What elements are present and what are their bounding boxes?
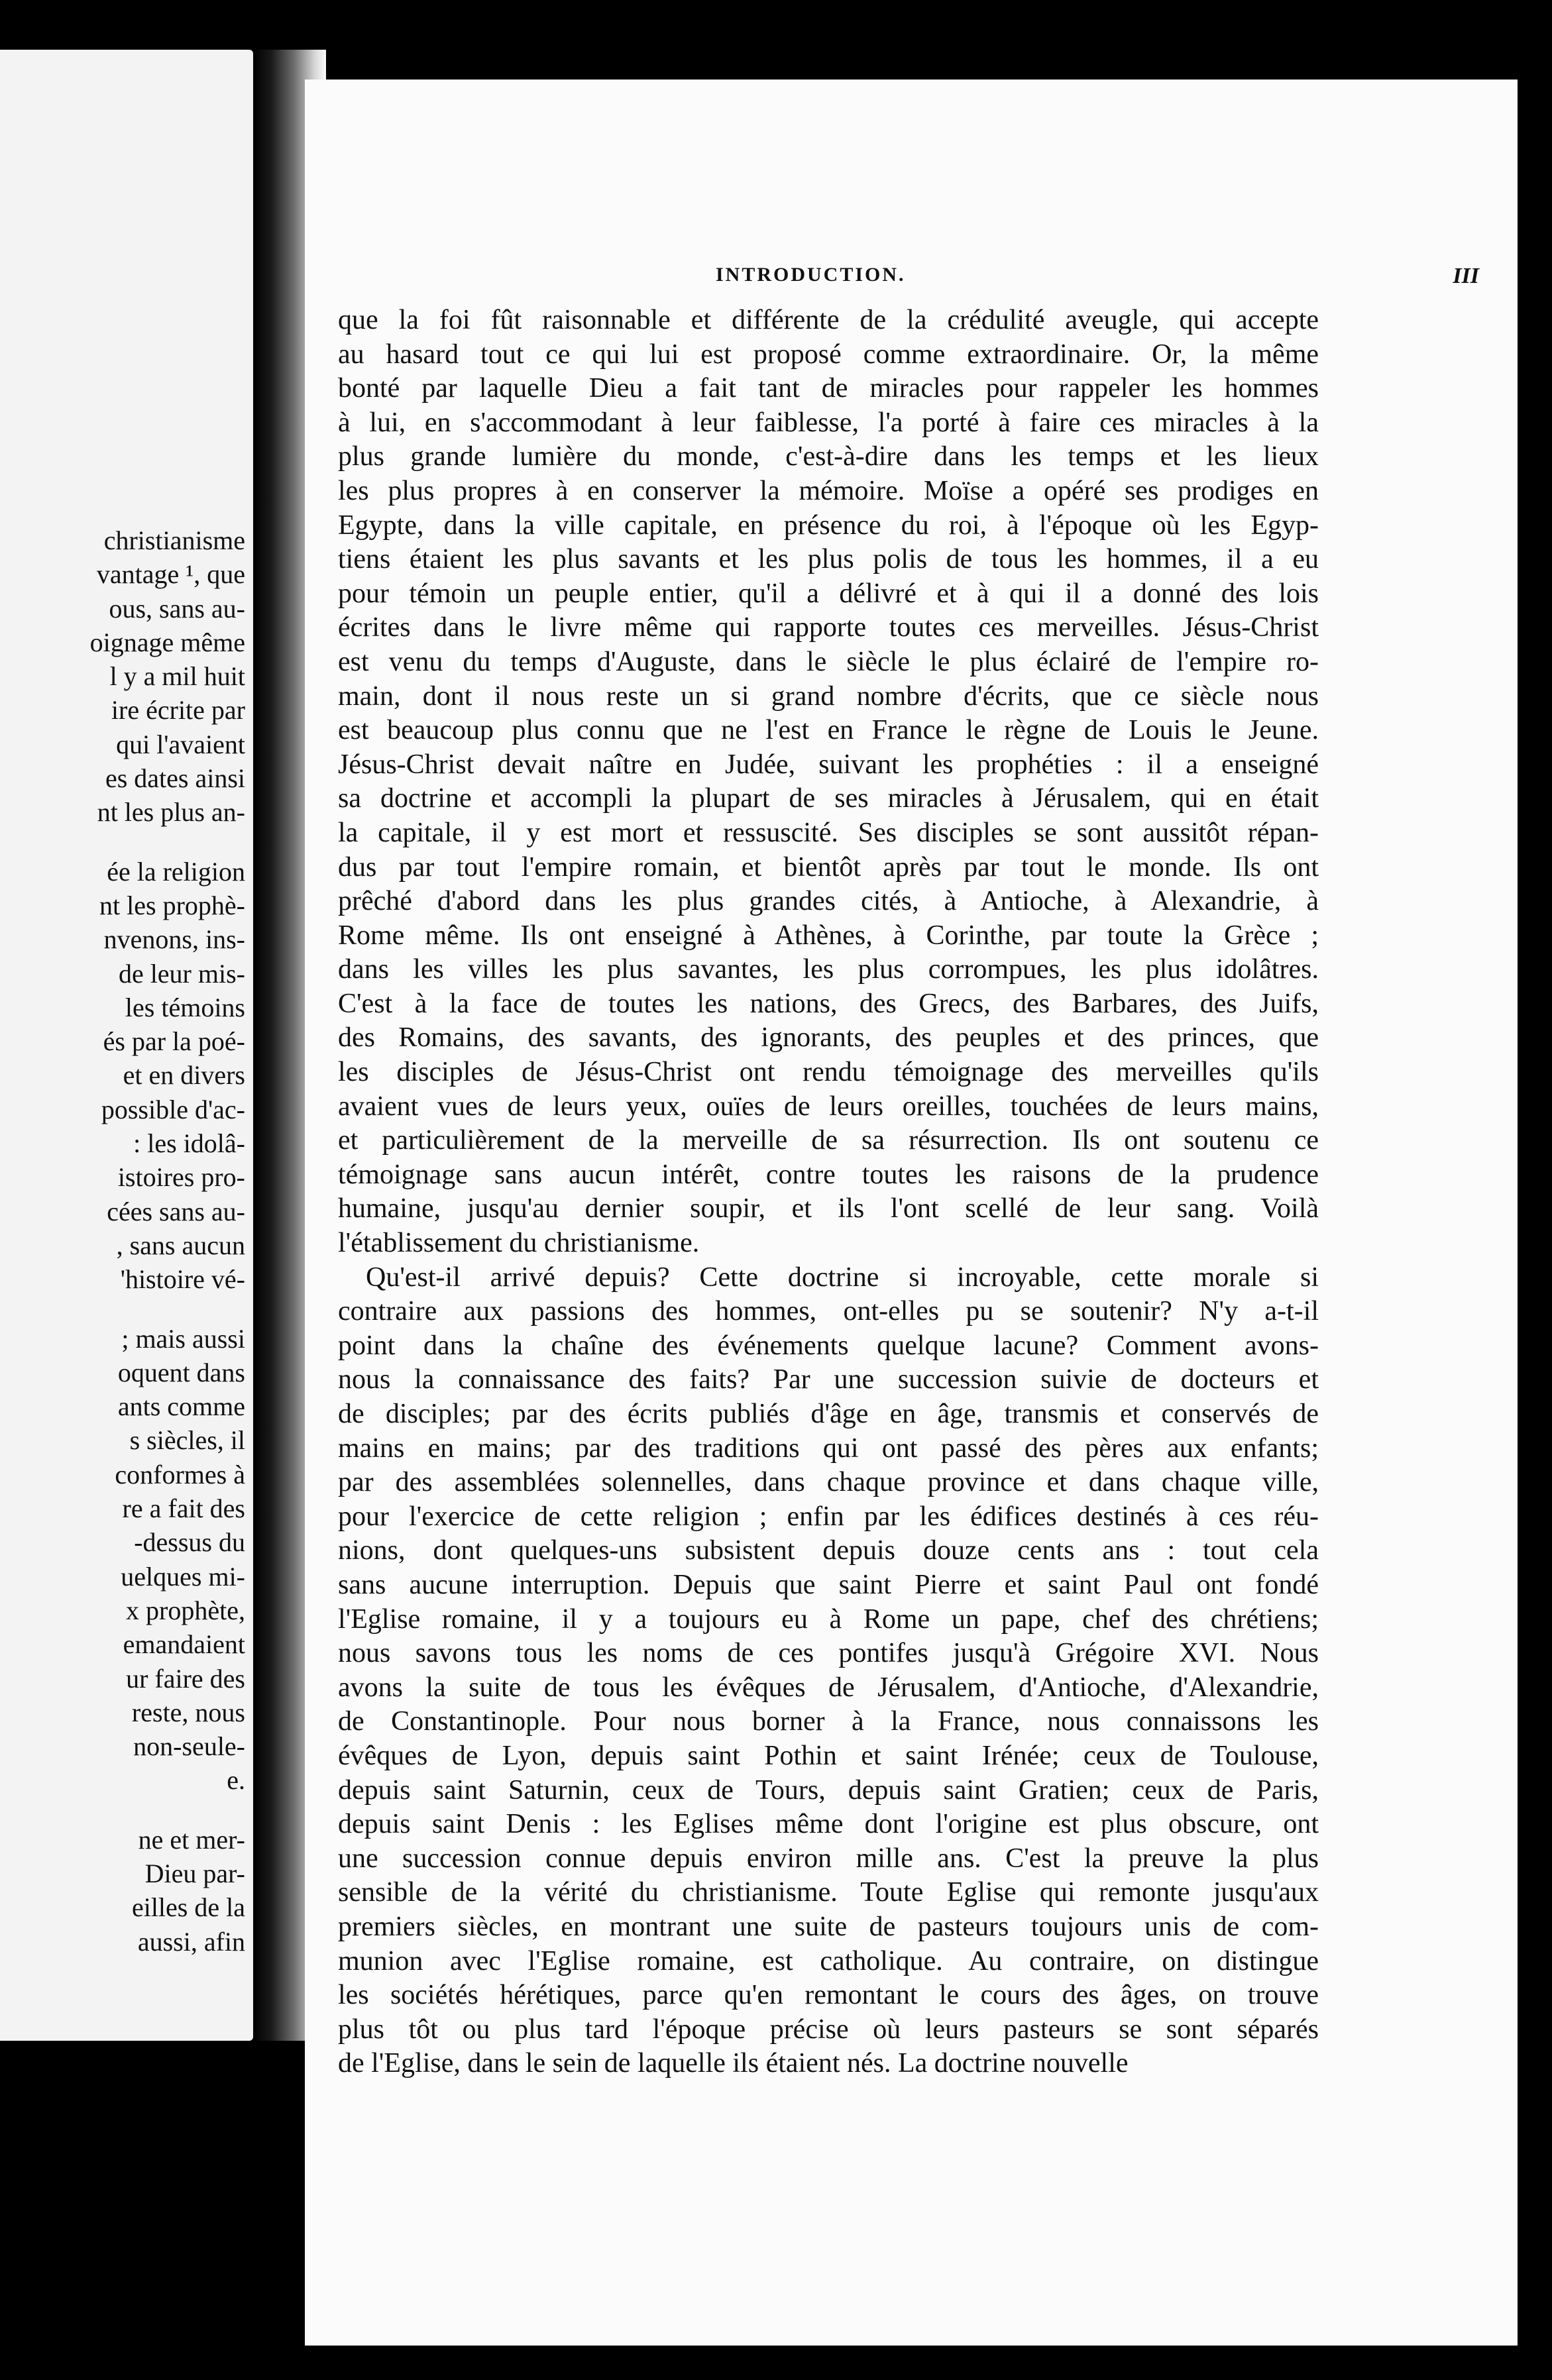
left-page-line: aussi, afin	[137, 1926, 245, 1957]
text-line: les sociétés hérétiques, parce qu'en remontant le cours des âges, on trouve	[338, 1980, 1319, 2011]
text-line: plus tôt ou plus tard l'époque précise où leurs pasteurs se sont séparés	[338, 2014, 1319, 2045]
left-page-line: reste, nous	[131, 1697, 245, 1727]
text-line: de disciples; par des écrits publiés d'âge en âge, transmis et conservés de	[338, 1399, 1319, 1429]
text-line: au hasard tout ce qui lui est proposé comme extraordinaire. Or, la même	[338, 339, 1319, 370]
text-line: humaine, jusqu'au dernier soupir, et ils l'ont scellé de leur sang. Voilà	[338, 1193, 1319, 1224]
text-line: dus par tout l'empire romain, et bientôt après par tout le monde. Ils ont	[338, 851, 1319, 883]
text-line: les disciples de Jésus-Christ ont rendu témoignage des merveilles qu'ils	[338, 1057, 1319, 1088]
text-line: Jésus-Christ devait naître en Judée, suivant les prophéties : il a enseigné	[338, 749, 1319, 780]
left-page-line: Dieu par-	[144, 1858, 245, 1888]
left-page-fragment	[0, 50, 253, 2041]
running-title: INTRODUCTION.	[716, 264, 906, 286]
text-line: nous la connaissance des faits? Par une succession suivie de docteurs et	[338, 1364, 1319, 1395]
text-line: plus grande lumière du monde, c'est-à-dire dans les temps et les lieux	[338, 441, 1319, 472]
text-line: évêques de Lyon, depuis saint Pothin et saint Irénée; ceux de Toulouse,	[338, 1740, 1319, 1771]
left-page-line: oignage même	[89, 627, 245, 657]
text-line: mains en mains; par des traditions qui ont passé des pères aux enfants;	[338, 1433, 1319, 1464]
running-head	[305, 264, 1518, 290]
left-page-line: non-seule-	[133, 1731, 245, 1762]
text-line: est beaucoup plus connu que ne l'est en France le règne de Louis le Jeune.	[338, 715, 1319, 746]
left-page-line: l y a mil huit	[109, 661, 245, 692]
left-page-line: , sans aucun	[116, 1230, 245, 1260]
left-page-line: s siècles, il	[129, 1425, 245, 1456]
left-page-line: 'histoire vé-	[120, 1264, 245, 1295]
left-page-line: ée la religion	[107, 856, 245, 887]
text-line: sa doctrine et accompli la plupart de ses miracles à Jérusalem, qui en était	[338, 783, 1319, 814]
left-page-line: les témoins	[125, 992, 245, 1022]
text-line: avaient vues de leurs yeux, ouïes de leurs oreilles, touchées de leurs mains,	[338, 1091, 1319, 1122]
text-line: sans aucune interruption. Depuis que saint Pierre et saint Paul ont fondé	[338, 1569, 1319, 1600]
left-page-line: possible d'ac-	[101, 1094, 245, 1124]
text-line: depuis saint Denis : les Eglises même dont l'origine est plus obscure, ont	[338, 1809, 1319, 1840]
left-page-line: nvenons, ins-	[103, 924, 245, 955]
text-line: par des assemblées solennelles, dans chaque province et dans chaque ville,	[338, 1467, 1319, 1498]
left-page-line: conformes à	[115, 1459, 245, 1489]
text-line: pour témoin un peuple entier, qu'il a délivré et à qui il a donné des lois	[338, 578, 1319, 609]
text-line: nions, dont quelques-uns subsistent depuis douze cents ans : tout cela	[338, 1535, 1319, 1566]
text-line: tiens étaient les plus savants et les plus polis de tous les hommes, il a eu	[338, 544, 1319, 575]
text-line: C'est à la face de toutes les nations, des Grecs, des Barbares, des Juifs,	[338, 988, 1319, 1019]
text-line: nous savons tous les noms de ces pontifes jusqu'à Grégoire XVI. Nous	[338, 1638, 1319, 1669]
left-page-line: es dates ainsi	[105, 763, 245, 794]
left-page-line: ; mais aussi	[121, 1323, 245, 1354]
left-page-line: cées sans au-	[107, 1196, 245, 1226]
left-page-line: nt les plus an-	[97, 797, 245, 828]
left-page-line: nt les prophè-	[99, 890, 245, 920]
text-line: pour l'exercice de cette religion ; enfin par les édifices destinés à ces réu-	[338, 1501, 1319, 1532]
left-page-line: ne et mer-	[138, 1824, 245, 1855]
text-line: des Romains, des savants, des ignorants, des peuples et des princes, que	[338, 1022, 1319, 1054]
left-page-line: et en divers	[123, 1060, 245, 1091]
text-line: depuis saint Saturnin, ceux de Tours, depuis saint Gratien; ceux de Paris,	[338, 1774, 1319, 1806]
left-page-line: vantage ¹, que	[96, 559, 245, 590]
text-line: de Constantinople. Pour nous borner à la France, nous connaissons les	[338, 1706, 1319, 1737]
left-page-text	[90, 523, 245, 1959]
left-page-line: és par la poé-	[103, 1026, 245, 1057]
left-page-line: christianisme	[103, 525, 245, 555]
text-line: est venu du temps d'Auguste, dans le siècle le plus éclairé de l'empire ro-	[338, 646, 1319, 677]
left-page-line: istoires pro-	[117, 1162, 245, 1193]
left-page-line: re a fait des	[122, 1493, 245, 1524]
left-page-line: ants comme	[117, 1391, 245, 1422]
text-line: bonté par laquelle Dieu a fait tant de miracles pour rappeler les hommes	[338, 373, 1319, 404]
body-text	[338, 303, 1319, 2081]
left-page-line: ous, sans au-	[109, 593, 245, 623]
left-page-line: de leur mis-	[118, 958, 245, 989]
left-page-line: qui l'avaient	[116, 729, 245, 759]
text-line: l'Eglise romaine, il y a toujours eu à Rome un pape, chef des chrétiens;	[338, 1603, 1319, 1635]
text-line: premiers siècles, en montrant une suite de pasteurs toujours unis de com-	[338, 1911, 1319, 1942]
text-line: prêché d'abord dans les plus grandes cités, à Antioche, à Alexandrie, à	[338, 886, 1319, 917]
text-line: munion avec l'Eglise romaine, est catholique. Au contraire, on distingue	[338, 1945, 1319, 1976]
left-page-line: ur faire des	[126, 1663, 245, 1694]
text-line: l'établissement du christianisme.	[338, 1228, 700, 1259]
text-line: écrites dans le livre même qui rapporte toutes ces merveilles. Jésus-Christ	[338, 612, 1319, 643]
text-line: Egypte, dans la ville capitale, en présence du roi, à l'époque où les Egyp-	[338, 510, 1319, 541]
left-page-line: ire écrite par	[111, 695, 245, 726]
text-line: de l'Eglise, dans le sein de laquelle ils étaient nés. La doctrine nouvelle	[338, 2048, 1129, 2079]
text-line: contraire aux passions des hommes, ont-elles pu se soutenir? N'y a-t-il	[338, 1296, 1319, 1327]
text-line: Rome même. Ils ont enseigné à Athènes, à Corinthe, par toute la Grèce ;	[338, 920, 1319, 951]
left-page-line: oquent dans	[117, 1357, 245, 1387]
left-page-line: uelques mi-	[121, 1561, 245, 1592]
text-line: sensible de la vérité du christianisme. Toute Eglise qui remonte jusqu'aux	[338, 1877, 1319, 1908]
left-page-line: : les idolâ-	[133, 1128, 245, 1159]
text-line: avons la suite de tous les évêques de Jérusalem, d'Antioche, d'Alexandrie,	[338, 1672, 1319, 1703]
text-line: main, dont il nous reste un si grand nombre d'écrits, que ce siècle nous	[338, 680, 1319, 712]
text-line: la capitale, il y est mort et ressuscité. Ses disciples se sont aussitôt répan-	[338, 817, 1319, 848]
page-number: III	[1453, 264, 1479, 288]
text-line: témoignage sans aucun intérêt, contre toutes les raisons de la prudence	[338, 1159, 1319, 1190]
text-line: point dans la chaîne des événements quelque lacune? Comment avons-	[338, 1330, 1319, 1361]
text-line: une succession connue depuis environ mille ans. C'est la preuve la plus	[338, 1843, 1319, 1874]
text-line: dans les villes les plus savantes, les plus corrompues, les plus idolâtres.	[338, 954, 1319, 985]
left-page-line: -dessus du	[134, 1527, 245, 1558]
text-line: Qu'est-il arrivé depuis? Cette doctrine si incroyable, cette morale si	[366, 1262, 1319, 1293]
text-line: que la foi fût raisonnable et différente de la crédulité aveugle, qui accepte	[338, 305, 1319, 335]
left-page-line: emandaient	[123, 1629, 245, 1660]
right-page	[305, 80, 1518, 2346]
text-line: à lui, en s'accommodant à leur faiblesse, l'a porté à faire ces miracles à la	[338, 407, 1319, 438]
text-line: et particulièrement de la merveille de sa résurrection. Ils ont soutenu ce	[338, 1125, 1319, 1156]
left-page-line: x prophète,	[126, 1595, 245, 1625]
text-line: les plus propres à en conserver la mémoire. Moïse a opéré ses prodiges en	[338, 475, 1319, 506]
left-page-line: eilles de la	[131, 1892, 245, 1923]
left-page-line: e.	[227, 1765, 245, 1796]
